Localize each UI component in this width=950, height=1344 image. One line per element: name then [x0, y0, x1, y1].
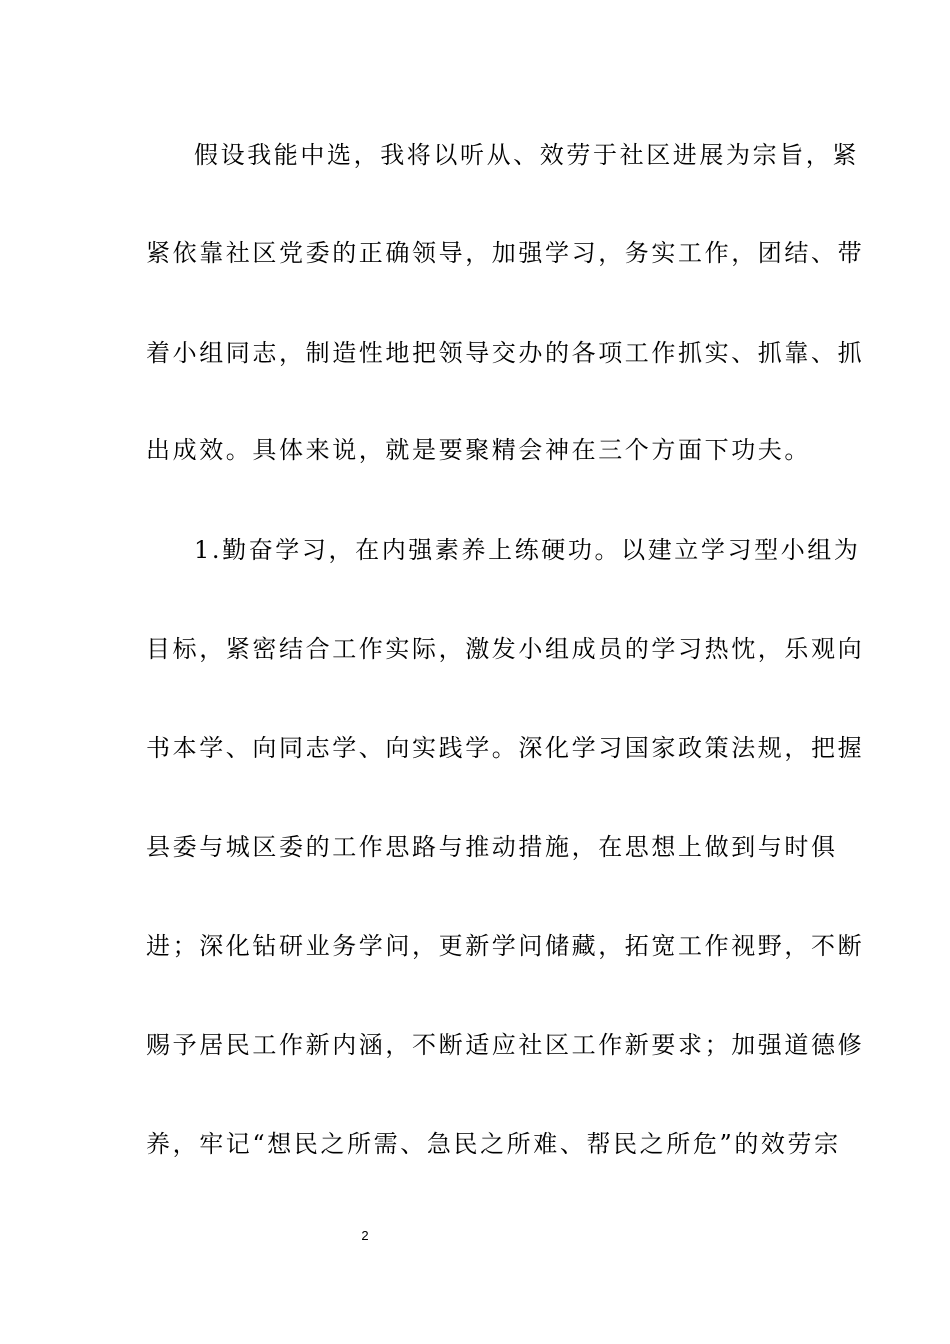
paragraph-2-line-2: 目标，紧密结合工作实际，激发小组成员的学习热忱，乐观向 — [146, 635, 865, 663]
paragraph-1-line-1: 假设我能中选，我将以听从、效劳于社区进展为宗旨，紧 — [194, 141, 859, 169]
paragraph-2-line-3: 书本学、向同志学、向实践学。深化学习国家政策法规，把握 — [146, 734, 865, 762]
page-number: 2 — [361, 1228, 369, 1243]
paragraph-2-line-7: 养，牢记“想民之所需、急民之所难、帮民之所危”的效劳宗 — [146, 1130, 841, 1158]
paragraph-2-line-5: 进；深化钻研业务学问，更新学问储藏，拓宽工作视野，不断 — [146, 932, 865, 960]
paragraph-2-line-6: 赐予居民工作新内涵，不断适应社区工作新要求；加强道德修 — [146, 1031, 865, 1059]
paragraph-2-line-4: 县委与城区委的工作思路与推动措施，在思想上做到与时俱 — [146, 833, 838, 861]
paragraph-2-line-1: 1.勤奋学习，在内强素养上练硬功。以建立学习型小组为 — [194, 536, 861, 564]
paragraph-1-line-3: 着小组同志，制造性地把领导交办的各项工作抓实、抓靠、抓 — [146, 339, 865, 367]
paragraph-1-line-4: 出成效。具体来说，就是要聚精会神在三个方面下功夫。 — [146, 436, 811, 464]
paragraph-1-line-2: 紧依靠社区党委的正确领导，加强学习，务实工作，团结、带 — [146, 239, 865, 267]
